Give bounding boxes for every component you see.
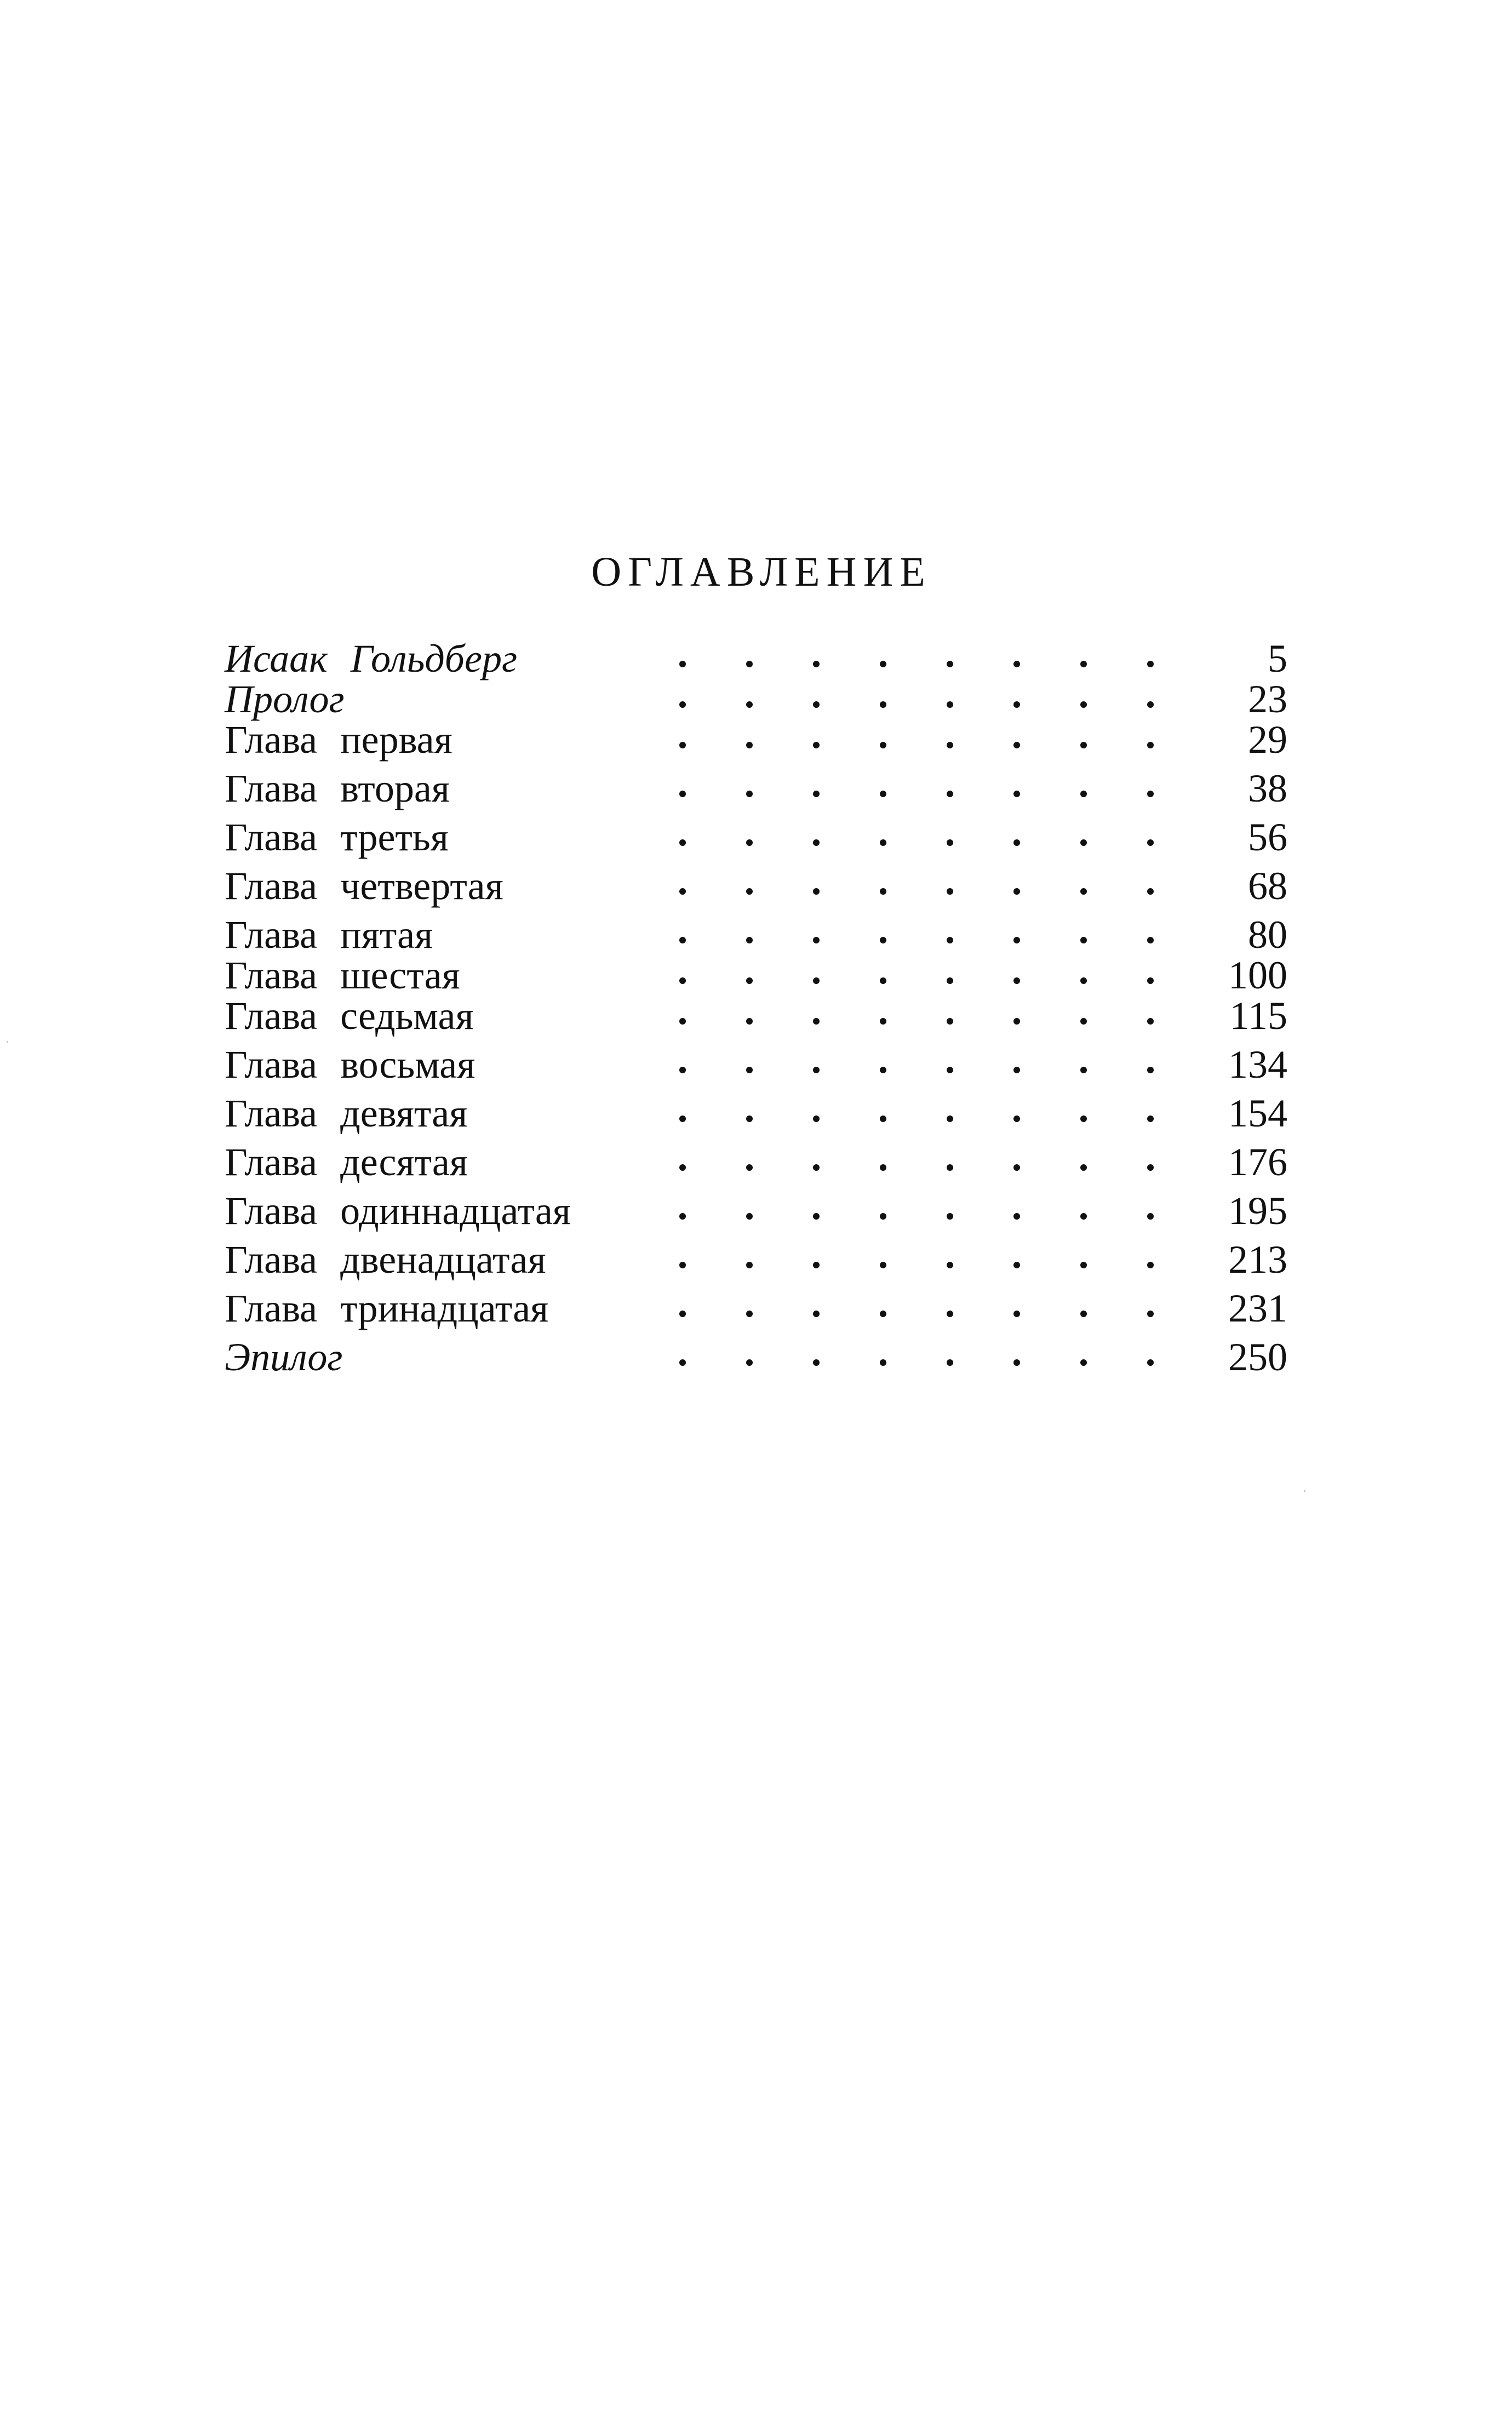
leader-dot xyxy=(679,937,686,943)
leader-dot xyxy=(1080,1067,1087,1073)
leader-dot xyxy=(746,701,753,708)
leader-dot xyxy=(1147,1067,1154,1073)
toc-entry-label: Глава четвертая xyxy=(225,864,503,908)
scan-speck xyxy=(1304,1490,1305,1492)
leader-dot xyxy=(880,1311,886,1317)
toc-entry-label: Глава двенадцатая xyxy=(225,1238,546,1281)
leader-dot xyxy=(813,888,820,895)
toc-entry xyxy=(225,1138,1287,1187)
leader-dot xyxy=(679,791,686,797)
toc-entry-label: Глава первая xyxy=(225,718,453,762)
toc-entry xyxy=(225,1187,1287,1235)
toc-entry xyxy=(225,813,1287,862)
toc-entry xyxy=(225,951,1287,997)
leader-dot xyxy=(1013,888,1020,895)
leader-dot xyxy=(880,791,886,797)
leader-dot xyxy=(1080,1115,1087,1122)
leader-dot xyxy=(1080,742,1087,748)
toc-entry-page: 68 xyxy=(1248,864,1287,908)
leader-dot xyxy=(813,1213,820,1220)
leader-dot xyxy=(947,839,953,846)
leader-dot xyxy=(1013,1359,1020,1366)
leader-dot xyxy=(1080,888,1087,895)
toc-entry xyxy=(225,1089,1287,1138)
leader-dot xyxy=(880,1067,886,1073)
leader-dot xyxy=(1147,1164,1154,1171)
toc-entry-label: Глава одиннадцатая xyxy=(225,1189,571,1233)
leader-dot xyxy=(1147,1213,1154,1220)
toc-entry-label: Глава десятая xyxy=(225,1140,468,1184)
leader-dot xyxy=(813,791,820,797)
toc-entry-page: 115 xyxy=(1229,994,1287,1038)
leader-dot xyxy=(746,839,753,846)
toc-entry xyxy=(225,716,1287,764)
toc-entry-page: 195 xyxy=(1228,1189,1287,1233)
leader-dot xyxy=(1147,937,1154,943)
leader-dot xyxy=(880,1359,886,1366)
dot-leader xyxy=(679,1040,1408,1089)
dot-leader xyxy=(679,862,1408,911)
leader-dot xyxy=(813,1359,820,1366)
leader-dot xyxy=(947,742,953,748)
leader-dot xyxy=(947,888,953,895)
leader-dot xyxy=(1147,701,1154,708)
leader-dot xyxy=(679,742,686,748)
leader-dot xyxy=(1080,977,1087,984)
toc-entry xyxy=(225,1040,1287,1089)
leader-dot xyxy=(813,1067,820,1073)
leader-dot xyxy=(947,1067,953,1073)
leader-dot xyxy=(1147,888,1154,895)
leader-dot xyxy=(1147,839,1154,846)
leader-dot xyxy=(1013,1164,1020,1171)
leader-dot xyxy=(1013,1115,1020,1122)
leader-dot xyxy=(947,1164,953,1171)
dot-leader xyxy=(679,992,1408,1040)
leader-dot xyxy=(1147,791,1154,797)
leader-dot xyxy=(880,742,886,748)
dot-leader xyxy=(679,1284,1408,1333)
leader-dot xyxy=(679,701,686,708)
toc-entry xyxy=(225,1235,1287,1284)
toc-entry xyxy=(225,1333,1287,1382)
toc-entry-page: 250 xyxy=(1228,1335,1287,1379)
leader-dot xyxy=(1080,1359,1087,1366)
leader-dot xyxy=(947,701,953,708)
leader-dot xyxy=(1147,1018,1154,1025)
dot-leader xyxy=(679,1333,1408,1382)
leader-dot xyxy=(746,1115,753,1122)
leader-dot xyxy=(880,1262,886,1268)
leader-dot xyxy=(746,742,753,748)
toc-entry-label: Глава девятая xyxy=(225,1091,468,1135)
leader-dot xyxy=(746,888,753,895)
leader-dot xyxy=(880,701,886,708)
toc-entry-label: Глава вторая xyxy=(225,766,450,810)
leader-dot xyxy=(746,1262,753,1268)
leader-dot xyxy=(947,1115,953,1122)
leader-dot xyxy=(746,1213,753,1220)
leader-dot xyxy=(746,977,753,984)
leader-dot xyxy=(880,1018,886,1025)
leader-dot xyxy=(813,1018,820,1025)
leader-dot xyxy=(746,937,753,943)
toc-entry-page: 56 xyxy=(1248,815,1287,859)
toc-entry xyxy=(225,675,1287,721)
toc-entry-label: Глава седьмая xyxy=(225,994,474,1038)
leader-dot xyxy=(1147,977,1154,984)
leader-dot xyxy=(679,1164,686,1171)
leader-dot xyxy=(813,977,820,984)
leader-dot xyxy=(947,791,953,797)
leader-dot xyxy=(947,937,953,943)
toc-entry-page: 213 xyxy=(1228,1238,1287,1281)
leader-dot xyxy=(1147,742,1154,748)
leader-dot xyxy=(679,888,686,895)
leader-dot xyxy=(1147,661,1154,667)
toc-entry-label: Глава пятая xyxy=(225,913,433,957)
leader-dot xyxy=(1147,1359,1154,1366)
leader-dot xyxy=(813,839,820,846)
leader-dot xyxy=(1080,839,1087,846)
dot-leader xyxy=(679,813,1408,862)
leader-dot xyxy=(813,742,820,748)
leader-dot xyxy=(679,661,686,667)
toc-entry-label: Пролог xyxy=(225,677,345,721)
leader-dot xyxy=(746,1311,753,1317)
leader-dot xyxy=(947,1213,953,1220)
leader-dot xyxy=(880,1115,886,1122)
toc-entry-page: 154 xyxy=(1228,1091,1287,1135)
leader-dot xyxy=(1080,661,1087,667)
leader-dot xyxy=(813,661,820,667)
leader-dot xyxy=(813,937,820,943)
toc-list xyxy=(225,634,1287,1382)
toc-entry-label: Глава третья xyxy=(225,815,449,859)
leader-dot xyxy=(880,977,886,984)
scan-speck xyxy=(7,1041,8,1043)
leader-dot xyxy=(679,1262,686,1268)
leader-dot xyxy=(1080,791,1087,797)
leader-dot xyxy=(1013,742,1020,748)
leader-dot xyxy=(679,1213,686,1220)
leader-dot xyxy=(1013,977,1020,984)
leader-dot xyxy=(947,1359,953,1366)
dot-leader xyxy=(679,1235,1408,1284)
toc-entry-label: Глава тринадцатая xyxy=(225,1286,549,1330)
leader-dot xyxy=(947,1018,953,1025)
leader-dot xyxy=(1013,1067,1020,1073)
toc-entry-page: 231 xyxy=(1228,1286,1287,1330)
leader-dot xyxy=(746,1018,753,1025)
leader-dot xyxy=(813,1311,820,1317)
leader-dot xyxy=(746,791,753,797)
leader-dot xyxy=(746,1164,753,1171)
toc-entry-label: Глава шестая xyxy=(225,953,460,997)
leader-dot xyxy=(947,661,953,667)
toc-entry xyxy=(225,911,1287,957)
leader-dot xyxy=(813,1262,820,1268)
leader-dot xyxy=(947,1262,953,1268)
leader-dot xyxy=(1013,701,1020,708)
toc-entry-page: 80 xyxy=(1248,913,1287,957)
dot-leader xyxy=(679,1089,1408,1138)
toc-entry-page: 100 xyxy=(1228,953,1287,997)
leader-dot xyxy=(1013,1213,1020,1220)
leader-dot xyxy=(1013,1311,1020,1317)
leader-dot xyxy=(880,661,886,667)
toc-entry-page: 29 xyxy=(1248,718,1287,762)
leader-dot xyxy=(679,1115,686,1122)
leader-dot xyxy=(1013,839,1020,846)
leader-dot xyxy=(746,1067,753,1073)
leader-dot xyxy=(1080,937,1087,943)
toc-entry-label: Эпилог xyxy=(225,1335,343,1379)
leader-dot xyxy=(1147,1311,1154,1317)
leader-dot xyxy=(1013,791,1020,797)
leader-dot xyxy=(679,839,686,846)
toc-entry xyxy=(225,764,1287,813)
toc-entry-page: 176 xyxy=(1228,1140,1287,1184)
leader-dot xyxy=(880,1164,886,1171)
toc-entry xyxy=(225,992,1287,1040)
leader-dot xyxy=(1080,1018,1087,1025)
dot-leader xyxy=(679,716,1408,764)
leader-dot xyxy=(813,1164,820,1171)
leader-dot xyxy=(1147,1115,1154,1122)
toc-entry-page: 38 xyxy=(1248,766,1287,810)
toc-entry-label: Глава восьмая xyxy=(225,1043,476,1086)
leader-dot xyxy=(1080,1311,1087,1317)
leader-dot xyxy=(813,1115,820,1122)
toc-entry xyxy=(225,1284,1287,1333)
leader-dot xyxy=(880,839,886,846)
leader-dot xyxy=(1080,1262,1087,1268)
leader-dot xyxy=(746,661,753,667)
leader-dot xyxy=(679,1067,686,1073)
leader-dot xyxy=(679,977,686,984)
leader-dot xyxy=(1147,1262,1154,1268)
dot-leader xyxy=(679,764,1408,813)
leader-dot xyxy=(679,1311,686,1317)
leader-dot xyxy=(1080,701,1087,708)
leader-dot xyxy=(746,1359,753,1366)
toc-entry-page: 5 xyxy=(1268,637,1287,680)
toc-entry xyxy=(225,634,1287,680)
leader-dot xyxy=(1013,661,1020,667)
dot-leader xyxy=(679,1187,1408,1235)
leader-dot xyxy=(880,888,886,895)
toc-title: ОГЛАВЛЕНИЕ xyxy=(591,548,932,595)
dot-leader xyxy=(679,1138,1408,1187)
leader-dot xyxy=(1013,1262,1020,1268)
toc-entry-page: 23 xyxy=(1248,677,1287,721)
leader-dot xyxy=(1080,1164,1087,1171)
leader-dot xyxy=(1013,1018,1020,1025)
leader-dot xyxy=(880,1213,886,1220)
leader-dot xyxy=(679,1018,686,1025)
leader-dot xyxy=(947,977,953,984)
leader-dot xyxy=(1080,1213,1087,1220)
leader-dot xyxy=(813,701,820,708)
leader-dot xyxy=(679,1359,686,1366)
leader-dot xyxy=(947,1311,953,1317)
leader-dot xyxy=(1013,937,1020,943)
toc-entry-page: 134 xyxy=(1228,1043,1287,1086)
toc-entry-label: Исаак Гольдберг xyxy=(225,637,518,680)
toc-entry xyxy=(225,862,1287,911)
leader-dot xyxy=(880,937,886,943)
